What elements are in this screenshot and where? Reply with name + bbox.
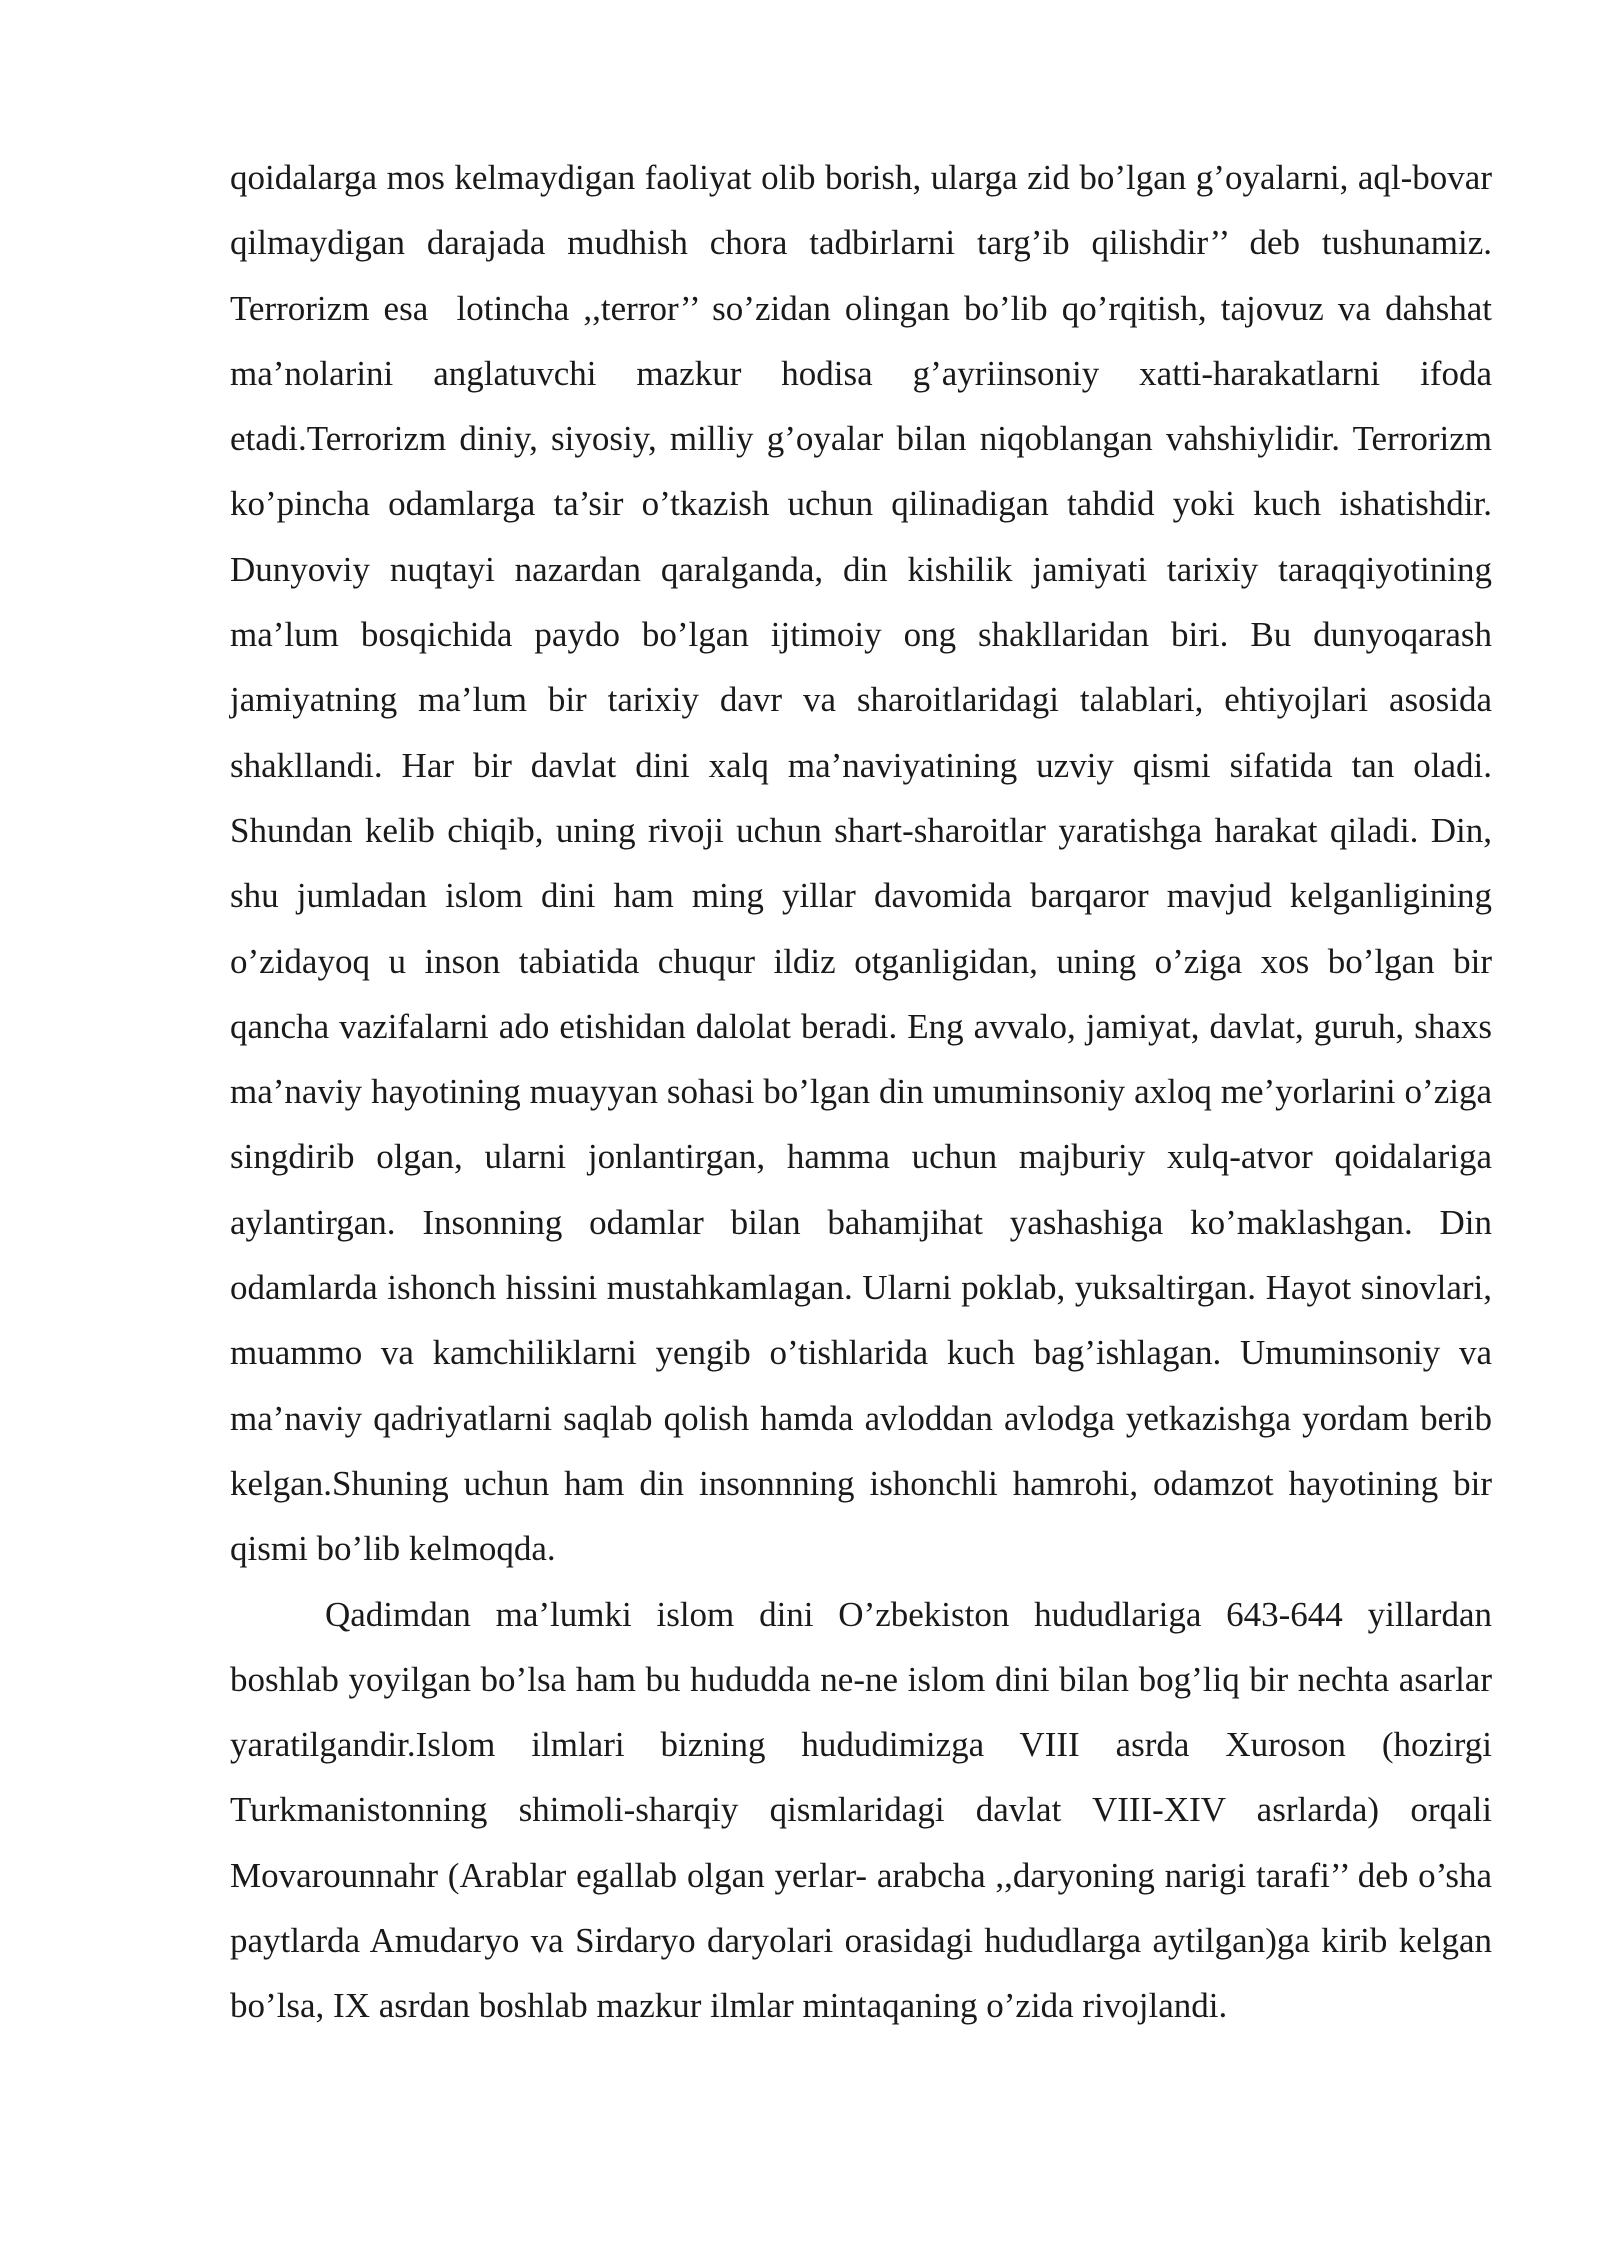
paragraph-islam-history: Qadimdan ma’lumki islom dini O’zbekiston hududlariga 643-644 yillardan boshlab yoyilgan bo’lsa ham bu hududda ne-ne islom dini bilan bog’liq bir nechta asarlar yaratilgandir.Islom ilmlari bizning hududimizga VIII asrda Xuroson (hozirgi Turkmanistonning shimoli-sharqiy qismlaridagi davlat VIII-XIV asrlarda) orqali Movarounnahr (Arablar egallab olgan yerlar- arabcha ,,daryoning narigi tarafi’’ deb o’sha paytlarda Amudaryo va Sirdaryo daryolari orasidagi hududlarga aytilgan)ga kirib kelgan bo’lsa, IX asrdan boshlab mazkur ilmlar mintaqaning o’zida rivojlandi.: [230, 1594, 1492, 2026]
paragraph-terrorism-and-religion: qoidalarga mos kelmaydigan faoliyat olib borish, ularga zid bo’lgan g’oyalarni, aql-bovar qilmaydigan darajada mudhish chora tadbirlarni targ’ib qilishdir’’ deb tushunamiz. Terrorizm esa lotincha ,,terror’’ so’zidan olingan bo’lib qo’rqitish, tajovuz va dahshat ma’nolarini anglatuvchi mazkur hodisa g’ayriinsoniy xatti-harakatlarni ifoda etadi.Terrorizm diniy, siyosiy, milliy g’oyalar bilan niqoblangan vahshiylidir. Terrorizm ko’pincha odamlarga ta’sir o’tkazish uchun qilinadigan tahdid yoki kuch ishatishdir. Dunyoviy nuqtayi nazardan qaralganda, din kishilik jamiyati tarixiy taraqqiyotining ma’lum bosqichida paydo bo’lgan ijtimoiy ong shakllaridan biri. Bu dunyoqarash jamiyatning ma’lum bir tarixiy davr va sharoitlaridagi talablari, ehtiyojlari asosida shakllandi. Har bir davlat dini xalq ma’naviyatining uzviy qismi sifatida tan oladi. Shundan kelib chiqib, uning rivoji uchun shart-sharoitlar yaratishga harakat qiladi. Din, shu jumladan islom dini ham ming yillar davomida barqaror mavjud kelganligining o’zidayoq u inson tabiatida chuqur ildiz otganligidan, uning o’ziga xos bo’lgan bir qancha vazifalarni ado etishidan dalolat beradi. Eng avvalo, jamiyat, davlat, guruh, shaxs ma’naviy hayotining muayyan sohasi bo’lgan din umuminsoniy axloq me’yorlarini o’ziga singdirib olgan, ularni jonlantirgan, hamma uchun majburiy xulq-atvor qoidalariga aylantirgan. Insonning odamlar bilan bahamjihat yashashiga ko’maklashgan. Din odamlarda ishonch hissini mustahkamlagan. Ularni poklab, yuksaltirgan. Hayot sinovlari, muammo va kamchiliklarni yengib o’tishlarida kuch bag’ishlagan. Umuminsoniy va ma’naviy qadriyatlarni saqlab qolish hamda avloddan avlodga yetkazishga yordam berib kelgan.Shuning uchun ham din insonnning ishonchli hamrohi, odamzot hayotining bir qismi bo’lib kelmoqda.: [230, 158, 1536, 1569]
document-page: [230, 145, 1536, 2039]
